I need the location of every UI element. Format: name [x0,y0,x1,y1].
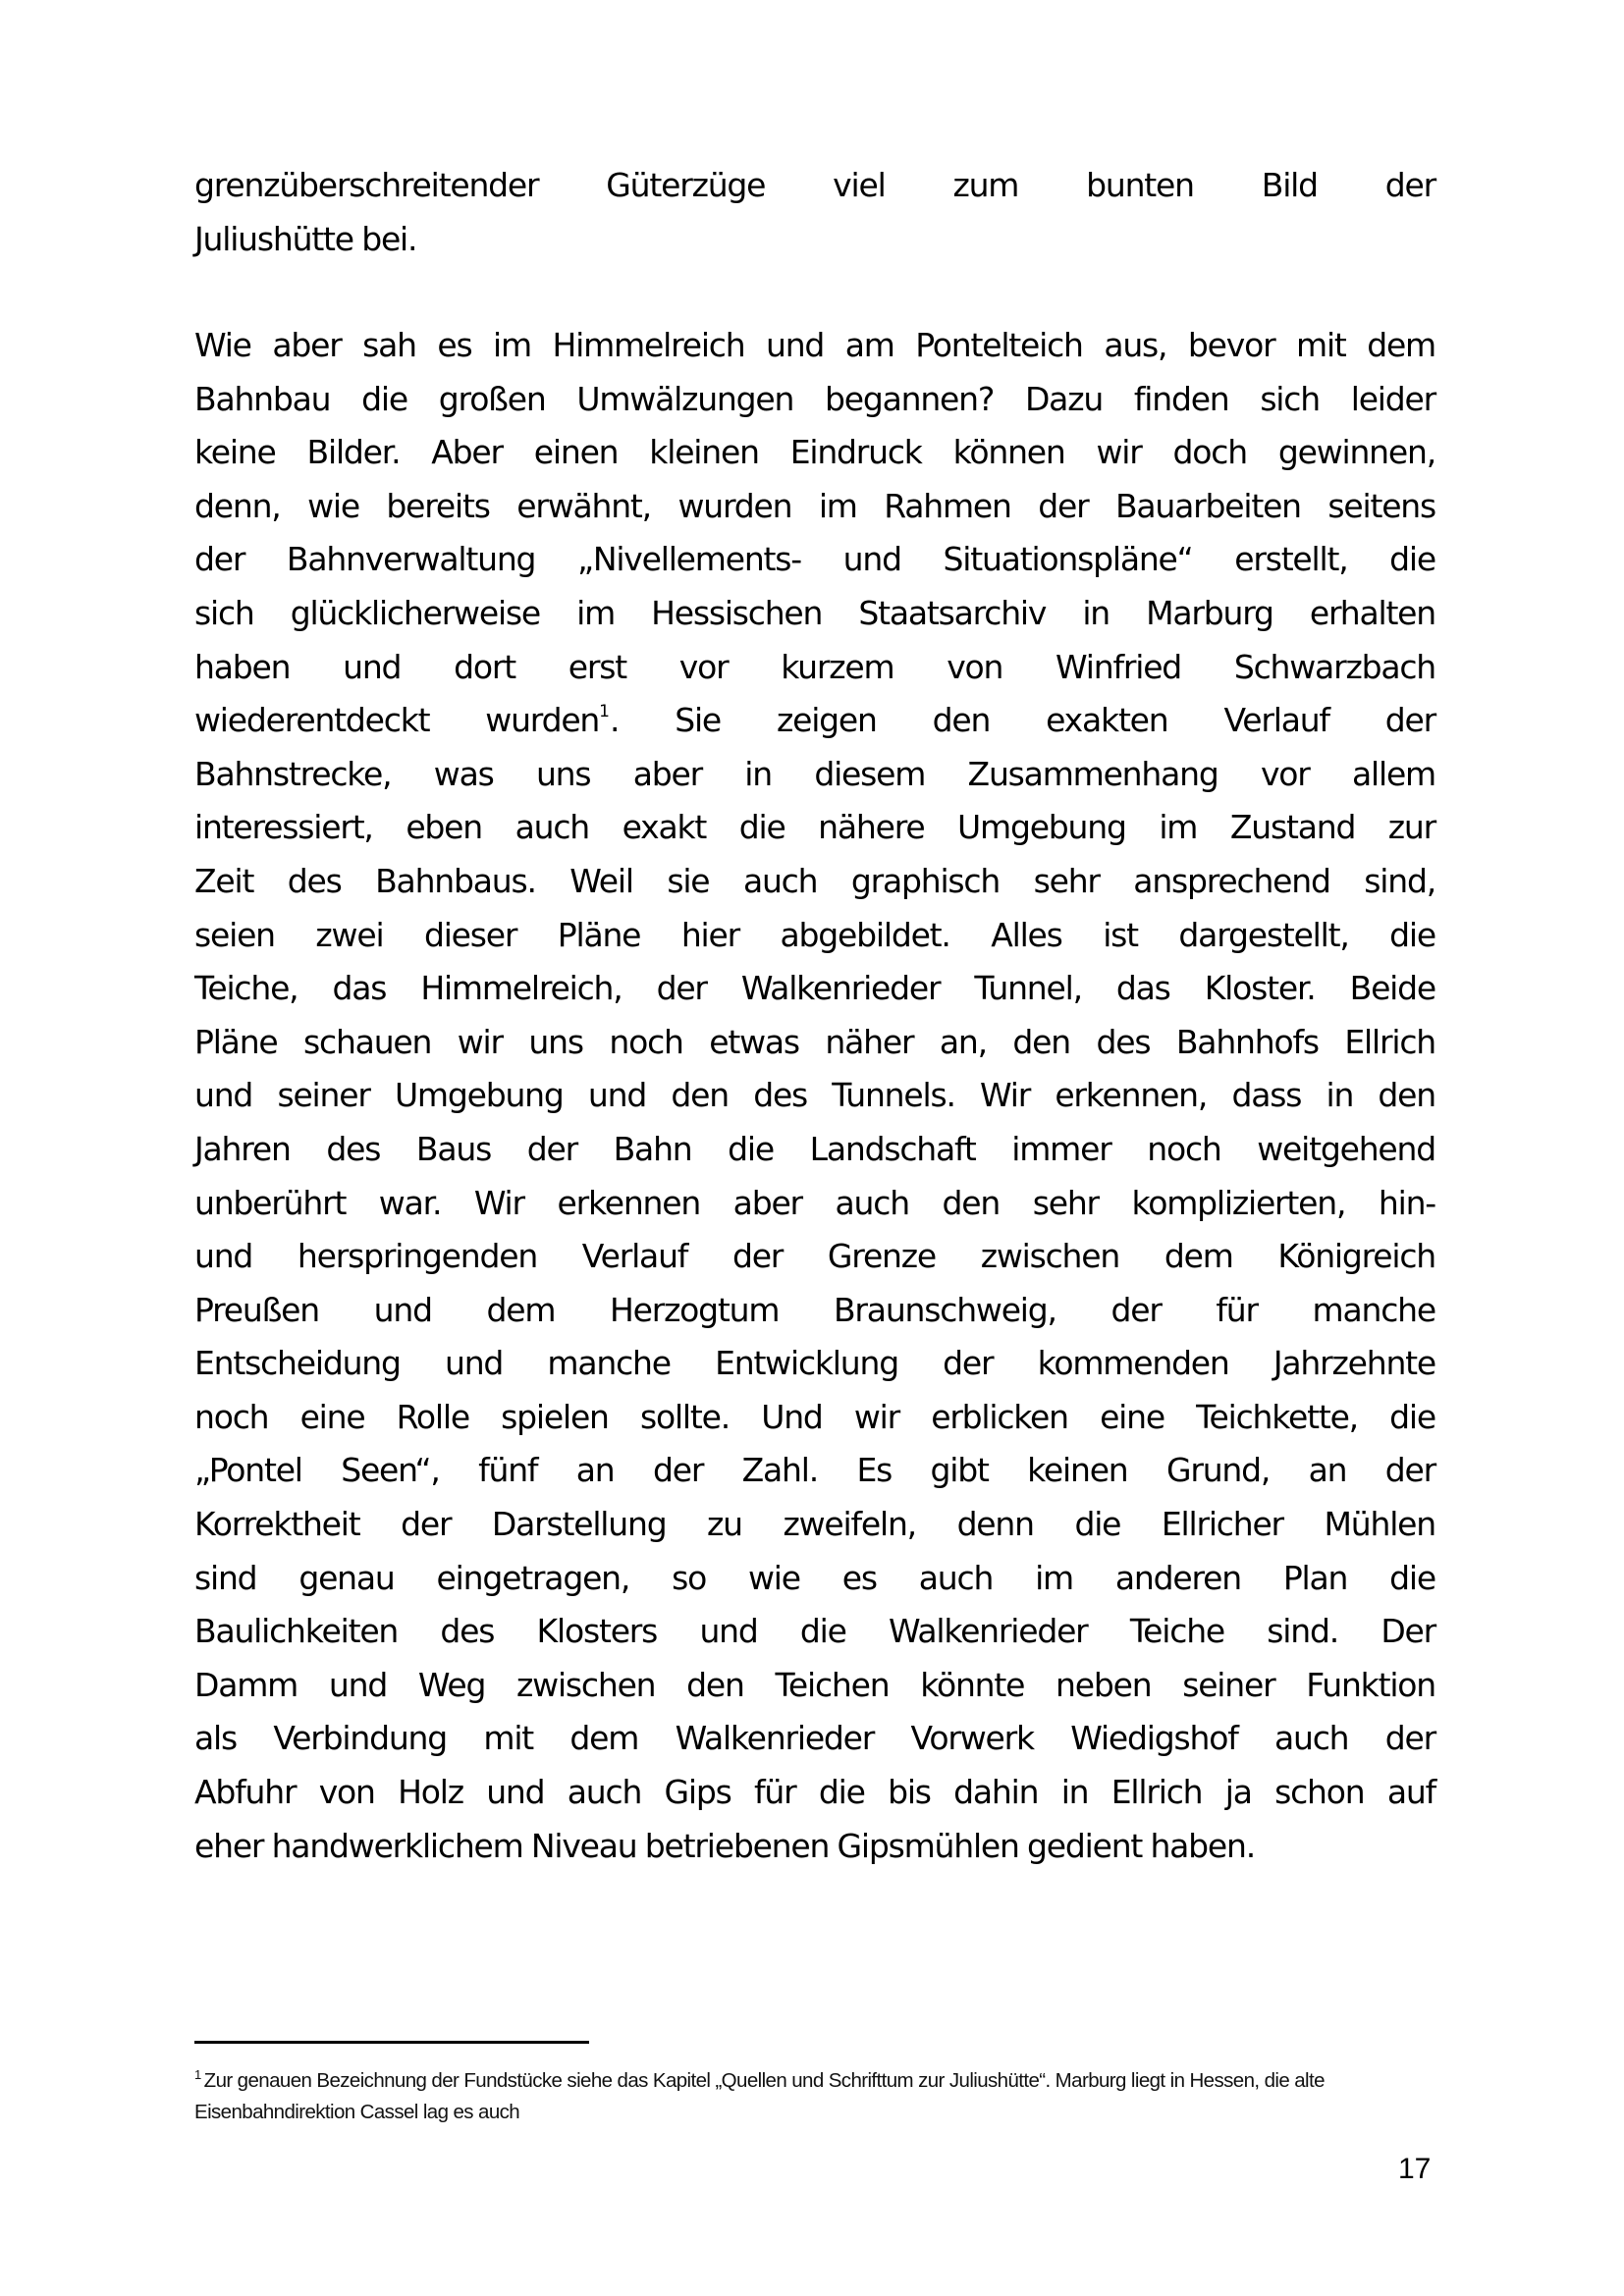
text-line: Bahnbau die großen Umwälzungen begannen? Dazu finden sich leider [194,379,1435,418]
text-segment: wiederentdeckt wurden [194,701,600,740]
text-line: Bahnstrecke, was uns aber in diesem Zusammenhang vor allem [194,754,1435,793]
text-line: Preußen und dem Herzogtum Braunschweig, der für manche [194,1290,1435,1329]
text-line: unberührt war. Wir erkennen aber auch den sehr komplizierten, hin- [194,1183,1435,1222]
text-line: Entscheidung und manche Entwicklung der kommenden Jahrzehnte [194,1344,1435,1383]
text-line: als Verbindung mit dem Walkenrieder Vorwerk Wiedigshof auch der [194,1719,1435,1758]
footnote-number: 1 [194,2067,201,2082]
text-line: Abfuhr von Holz und auch Gips für die bis dahin in Ellrich ja schon auf [194,1773,1435,1812]
text-line: sind genau eingetragen, so wie es auch im anderen Plan die [194,1558,1435,1597]
text-line: eher handwerklichem Niveau betriebenen Gipsmühlen gedient haben. [194,1826,1256,1865]
text-line: Baulichkeiten des Klosters und die Walkenrieder Teiche sind. Der [194,1612,1435,1651]
text-line: Zeit des Bahnbaus. Weil sie auch graphisch sehr ansprechend sind, [194,861,1435,900]
text-line: Wie aber sah es im Himmelreich und am Pontelteich aus, bevor mit dem [194,326,1435,364]
footnote-text: Zur genauen Bezeichnung der Fundstücke siehe das Kapitel „Quellen und Schrifttum zur Juliushütte“. Marburg liegt in Hessen, die alte Eisenbahndirektion Cassel lag es auch [194,2069,1325,2123]
text-line: „Pontel Seen“, fünf an der Zahl. Es gibt keinen Grund, an der [194,1451,1435,1490]
text-line: noch eine Rolle spielen sollte. Und wir erblicken eine Teichkette, die [194,1397,1435,1436]
paragraph-1 [194,159,1435,266]
text-line: Teiche, das Himmelreich, der Walkenrieder Tunnel, das Kloster. Beide [194,969,1435,1008]
text-line: und seiner Umgebung und den des Tunnels. Wir erkennen, dass in den [194,1076,1435,1115]
text-line: sich glücklicherweise im Hessischen Staatsarchiv in Marburg erhalten [194,593,1435,632]
text-line: der Bahnverwaltung „Nivellements- und Situationspläne“ erstellt, die [194,540,1435,579]
text-line: Korrektheit der Darstellung zu zweifeln, denn die Ellricher Mühlen [194,1505,1435,1544]
page-number: 17 [1398,2153,1432,2185]
text-line: denn, wie bereits erwähnt, wurden im Rahmen der Bauarbeiten seitens [194,486,1435,525]
footnote-reference[interactable]: 1 [599,702,610,722]
text-line: haben und dort erst vor kurzem von Winfried Schwarzbach [194,647,1435,686]
text-line: Damm und Weg zwischen den Teichen könnte neben seiner Funktion [194,1665,1435,1704]
text-line: Juliushütte bei. [194,219,417,258]
text-line: interessiert, eben auch exakt die nähere Umgebung im Zustand zur [194,808,1435,847]
paragraph-2 [194,319,1435,1873]
text-segment: . Sie zeigen den exakten Verlauf der [609,701,1436,740]
text-line: Pläne schauen wir uns noch etwas näher an, den des Bahnhofs Ellrich [194,1022,1435,1061]
text-line: Jahren des Baus der Bahn die Landschaft immer noch weitgehend [194,1129,1435,1168]
text-line: keine Bilder. Aber einen kleinen Eindruck können wir doch gewinnen, [194,433,1435,472]
footnote-separator [194,2041,589,2044]
footnote [194,2065,1451,2128]
text-line: und herspringenden Verlauf der Grenze zwischen dem Königreich [194,1237,1435,1276]
text-line-with-footnote [194,694,1435,748]
text-line: grenzüberschreitender Güterzüge viel zum bunten Bild der [194,166,1435,204]
text-line: seien zwei dieser Pläne hier abgebildet. Alles ist dargestellt, die [194,915,1435,954]
